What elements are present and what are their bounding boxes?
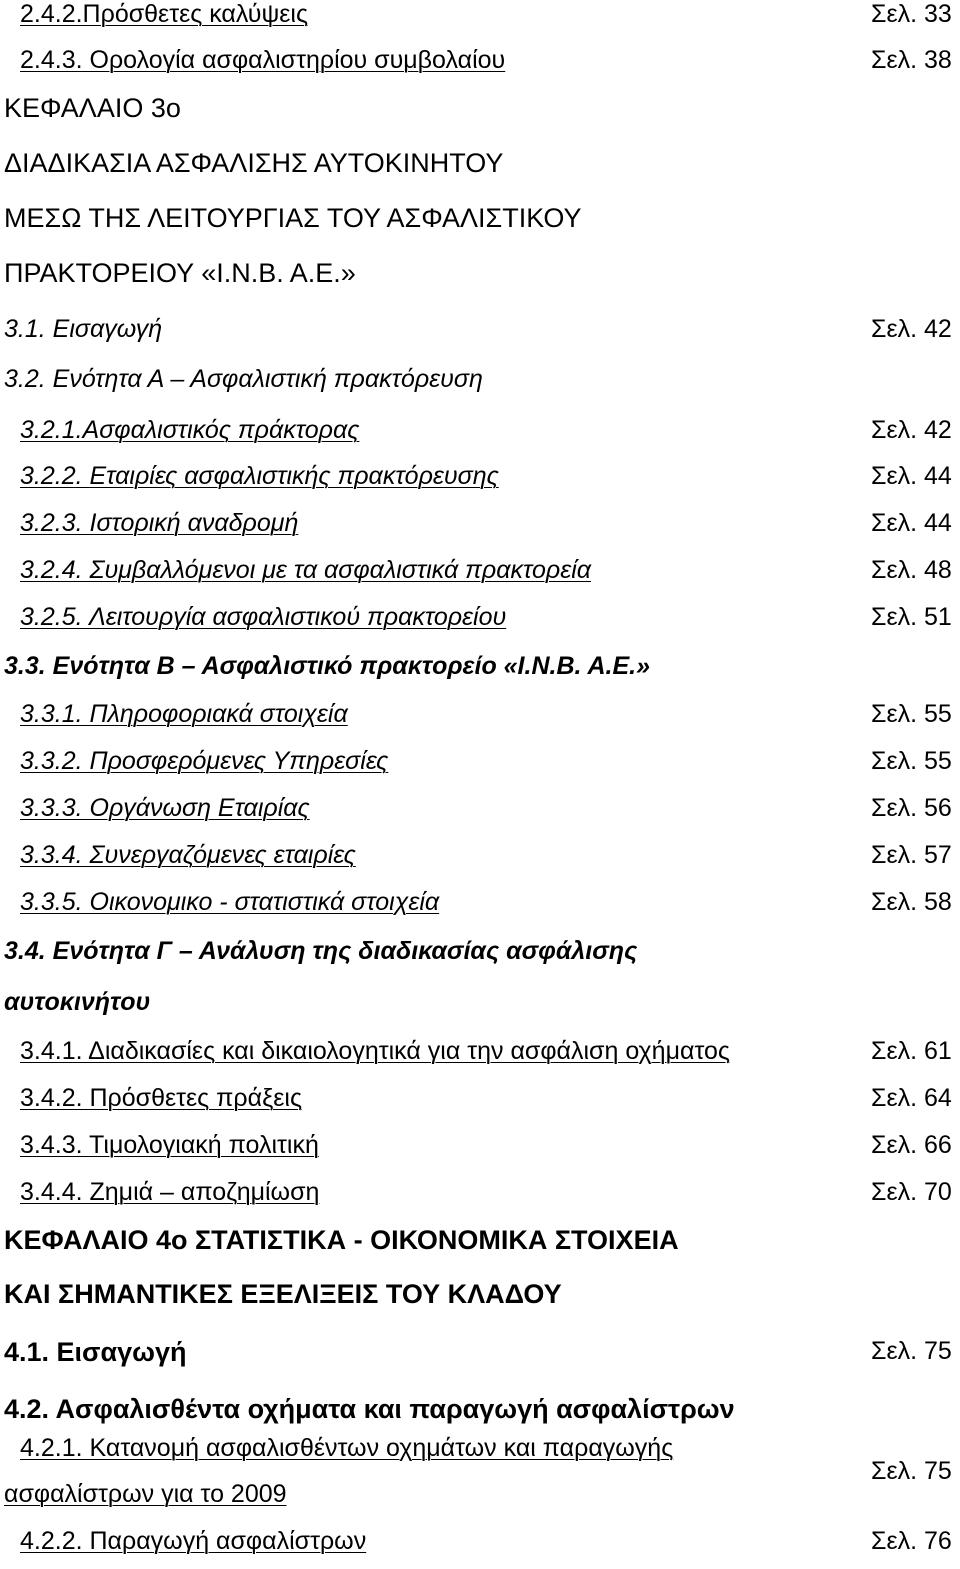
chapter-heading-line: ΔΙΑΔΙΚΑΣΙΑ ΑΣΦΑΛΙΣΗΣ ΑΥΤΟΚΙΝΗΤΟΥ bbox=[4, 148, 504, 178]
toc-entry[interactable] bbox=[0, 1133, 960, 1173]
toc-entry-label[interactable]: 3.3.1. Πληροφοριακά στοιχεία bbox=[20, 700, 348, 728]
toc-section bbox=[0, 939, 960, 979]
toc-entry-page: Σελ. 55 bbox=[871, 700, 952, 728]
toc-entry-page: Σελ. 61 bbox=[871, 1037, 952, 1065]
toc-entry-page: Σελ. 38 bbox=[871, 46, 952, 74]
toc-entry-label-continued[interactable]: ασφαλίστρων για το 2009 bbox=[4, 1480, 287, 1508]
toc-entry-label[interactable]: 3.2.4. Συμβαλλόμενοι με τα ασφαλιστικά πρακτορεία bbox=[20, 556, 592, 584]
toc-entry-page: Σελ. 55 bbox=[871, 747, 952, 775]
toc-entry[interactable] bbox=[0, 843, 960, 883]
toc-entry[interactable] bbox=[0, 749, 960, 789]
toc-entry-page: Σελ. 48 bbox=[871, 556, 952, 584]
toc-section-label[interactable]: 3.1. Εισαγωγή bbox=[4, 315, 163, 343]
chapter-heading bbox=[0, 205, 960, 245]
toc-entry-page: Σελ. 44 bbox=[871, 509, 952, 537]
toc-section-label: 3.2. Ενότητα Α – Ασφαλιστική πρακτόρευση bbox=[4, 365, 483, 393]
toc-entry-label[interactable]: 2.4.3. Ορολογία ασφαλιστηρίου συμβολαίου bbox=[20, 46, 506, 74]
toc-entry-label[interactable]: 2.4.2.Πρόσθετες καλύψεις bbox=[20, 0, 309, 28]
toc-section[interactable] bbox=[0, 1339, 960, 1379]
chapter-heading bbox=[0, 1281, 960, 1321]
toc-entry-page: Σελ. 51 bbox=[871, 603, 952, 631]
toc-entry-label[interactable]: 3.4.4. Ζημιά – αποζημίωση bbox=[20, 1178, 320, 1206]
toc-entry[interactable] bbox=[0, 1529, 960, 1569]
toc-entry[interactable] bbox=[0, 1436, 960, 1516]
toc-entry[interactable] bbox=[0, 796, 960, 836]
toc-section-label: αυτοκινήτου bbox=[4, 988, 151, 1016]
toc-entry-label[interactable]: 3.3.2. Προσφερόμενες Υπηρεσίες bbox=[20, 747, 389, 775]
toc-section-label[interactable]: 4.1. Εισαγωγή bbox=[4, 1337, 187, 1367]
toc-section-page: Σελ. 75 bbox=[871, 1337, 952, 1365]
chapter-heading-line: ΠΡΑΚΤΟΡΕΙΟΥ «Ι.Ν.Β. Α.Ε.» bbox=[4, 258, 356, 288]
toc-entry[interactable] bbox=[0, 464, 960, 504]
toc-section bbox=[0, 990, 960, 1030]
toc-entry-page: Σελ. 58 bbox=[871, 888, 952, 916]
toc-entry-label[interactable]: 3.3.5. Οικονομικο - στατιστικά στοιχεία bbox=[20, 888, 440, 916]
chapter-heading bbox=[0, 260, 960, 300]
chapter-heading bbox=[0, 1227, 960, 1267]
toc-entry-label[interactable]: 3.2.2. Εταιρίες ασφαλιστικής πρακτόρευσης bbox=[20, 462, 499, 490]
toc-section[interactable] bbox=[0, 317, 960, 357]
toc-entry[interactable] bbox=[0, 418, 960, 458]
toc-section bbox=[0, 654, 960, 694]
toc-entry-page: Σελ. 64 bbox=[871, 1084, 952, 1112]
chapter-heading-line: ΚΑΙ ΣΗΜΑΝΤΙΚΕΣ ΕΞΕΛΙΞΕΙΣ ΤΟΥ ΚΛΑΔΟΥ bbox=[4, 1279, 562, 1309]
toc-entry-page: Σελ. 57 bbox=[871, 841, 952, 869]
toc-entry[interactable] bbox=[0, 1086, 960, 1126]
toc-section-label: 3.4. Ενότητα Γ – Ανάλυση της διαδικασίας ασφάλισης bbox=[4, 937, 638, 965]
toc-section bbox=[0, 1396, 960, 1436]
chapter-heading bbox=[0, 150, 960, 190]
toc-entry-label[interactable]: 3.3.4. Συνεργαζόμενες εταιρίες bbox=[20, 841, 356, 869]
toc-entry[interactable] bbox=[0, 2, 960, 42]
toc-entry-label[interactable]: 4.2.1. Κατανομή ασφαλισθέντων οχημάτων και παραγωγής bbox=[20, 1434, 674, 1462]
toc-section-page: Σελ. 42 bbox=[871, 315, 952, 343]
toc-entry-label[interactable]: 3.2.5. Λειτουργία ασφαλιστικού πρακτορείου bbox=[20, 603, 507, 631]
toc-entry[interactable] bbox=[0, 511, 960, 551]
toc-entry-label[interactable]: 3.4.3. Τιμολογιακή πολιτική bbox=[20, 1131, 319, 1159]
toc-entry[interactable] bbox=[0, 890, 960, 930]
toc-entry-label[interactable]: 3.2.3. Ιστορική αναδρομή bbox=[20, 509, 299, 537]
toc-entry-page: Σελ. 75 bbox=[871, 1457, 952, 1485]
toc-entry[interactable] bbox=[0, 1039, 960, 1079]
toc-entry-label[interactable]: 3.3.3. Οργάνωση Εταιρίας bbox=[20, 794, 310, 822]
toc-entry-label[interactable]: 3.4.2. Πρόσθετες πράξεις bbox=[20, 1084, 303, 1112]
toc-entry-page: Σελ. 42 bbox=[871, 416, 952, 444]
toc-entry[interactable] bbox=[0, 1180, 960, 1220]
toc-entry-label[interactable]: 4.2.2. Παραγωγή ασφαλίστρων bbox=[20, 1527, 367, 1555]
toc-section bbox=[0, 367, 960, 407]
toc-entry-page: Σελ. 33 bbox=[871, 0, 952, 28]
toc-entry[interactable] bbox=[0, 605, 960, 645]
toc-section-label: 4.2. Ασφαλισθέντα οχήματα και παραγωγή ασφαλίστρων bbox=[4, 1394, 735, 1424]
toc-entry-page: Σελ. 66 bbox=[871, 1131, 952, 1159]
toc-entry[interactable] bbox=[0, 702, 960, 742]
toc-entry-label[interactable]: 3.2.1.Ασφαλιστικός πράκτορας bbox=[20, 416, 360, 444]
toc-entry[interactable] bbox=[0, 558, 960, 598]
toc-entry-page: Σελ. 44 bbox=[871, 462, 952, 490]
toc-entry-page: Σελ. 70 bbox=[871, 1178, 952, 1206]
chapter-heading-line: ΚΕΦΑΛΑΙΟ 3ο bbox=[4, 93, 181, 123]
chapter-heading-line: ΚΕΦΑΛΑΙΟ 4ο ΣΤΑΤΙΣΤΙΚΑ - ΟΙΚΟΝΟΜΙΚΑ ΣΤΟΙΧΕΙΑ bbox=[4, 1225, 679, 1255]
toc-entry[interactable] bbox=[0, 48, 960, 88]
chapter-heading bbox=[0, 95, 960, 135]
chapter-heading-line: ΜΕΣΩ ΤΗΣ ΛΕΙΤΟΥΡΓΙΑΣ ΤΟΥ ΑΣΦΑΛΙΣΤΙΚΟΥ bbox=[4, 203, 582, 233]
toc-entry-page: Σελ. 76 bbox=[871, 1527, 952, 1555]
toc-entry-page: Σελ. 56 bbox=[871, 794, 952, 822]
toc-section-label: 3.3. Ενότητα Β – Ασφαλιστικό πρακτορείο «Ι.Ν.Β. Α.Ε.» bbox=[4, 652, 650, 680]
toc-entry-label[interactable]: 3.4.1. Διαδικασίες και δικαιολογητικά για την ασφάλιση οχήματος bbox=[20, 1037, 730, 1065]
